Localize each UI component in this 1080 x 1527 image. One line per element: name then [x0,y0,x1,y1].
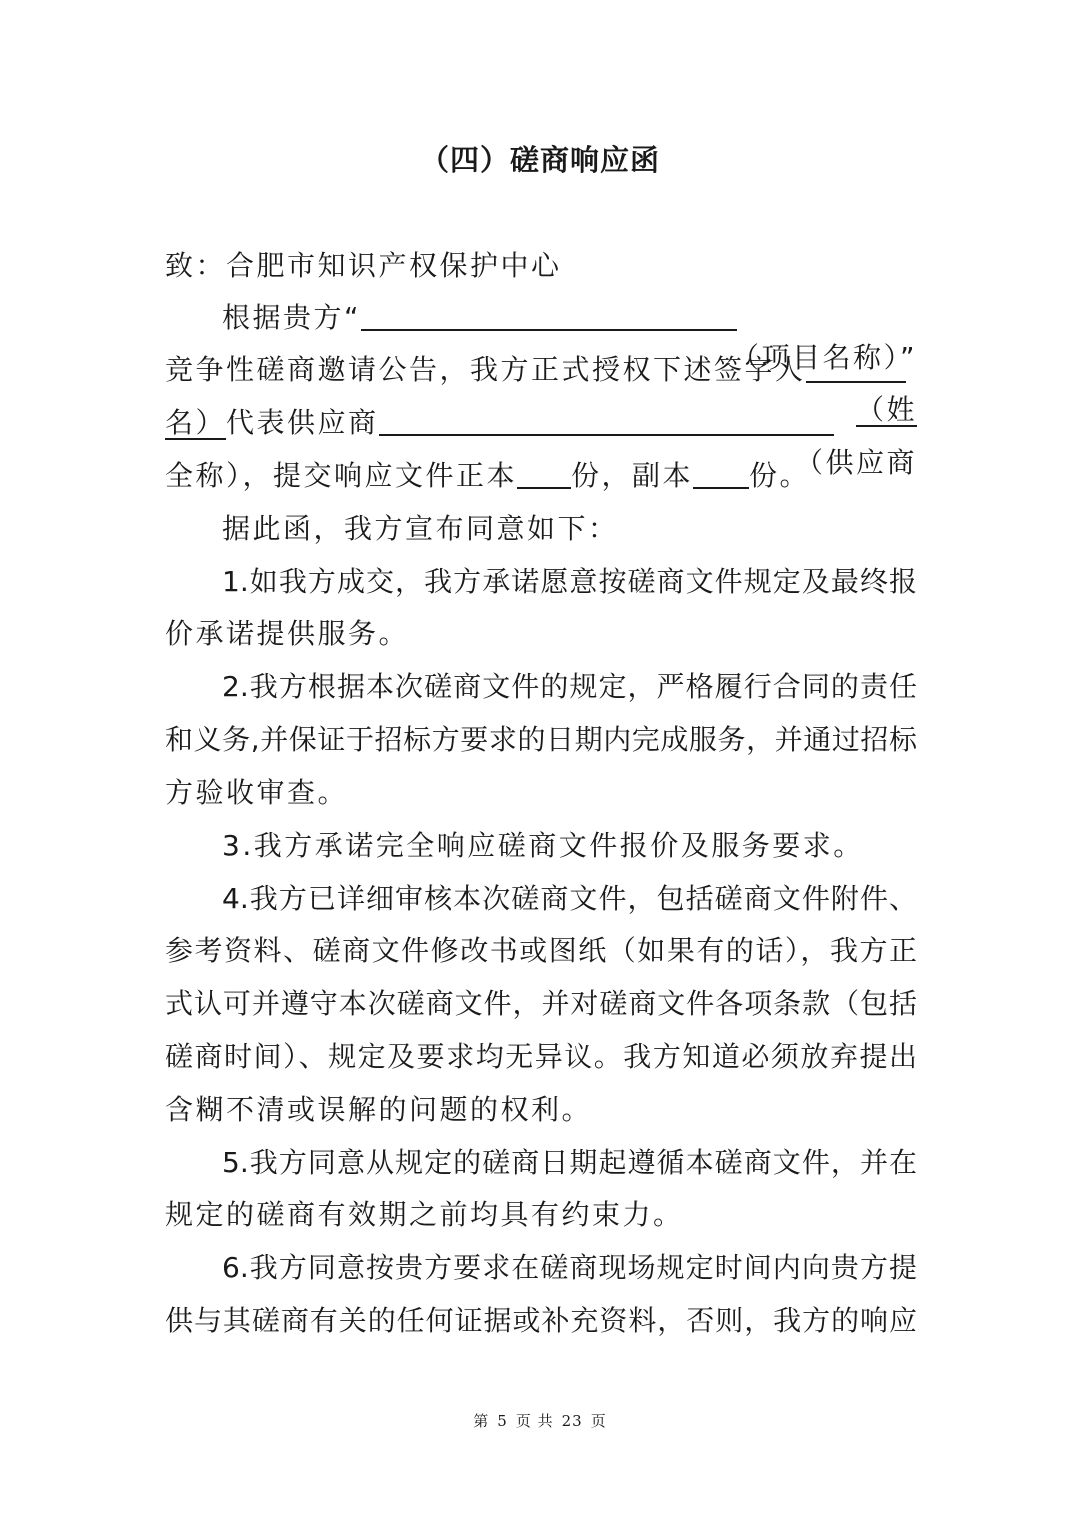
signatory-name-label-end: 名） [165,406,227,439]
page-title: （四）磋商响应函 [419,143,660,177]
footer-middle: 页 共 [515,1412,554,1430]
copies-text-c: 份。 [749,459,811,492]
signatory-name-blank [806,351,906,383]
original-count-blank [517,457,571,489]
footer-suffix: 页 [590,1412,607,1430]
project-prefix: 根据贵方“ [222,301,362,334]
project-suffix: （项目名称）” [730,341,917,374]
copies-text-b: 份，副本 [571,459,694,492]
recipient-line: 致：合肥市知识产权保护中心 [165,249,562,282]
footer-prefix: 第 [473,1412,490,1430]
item-line: 1.如我方成交，我方承诺愿意按磋商文件规定及最终报 [222,565,917,598]
item-line: 2.我方根据本次磋商文件的规定，严格履行合同的责任 [222,670,917,703]
item-line: 6.我方同意按贵方要求在磋商现场规定时间内向贵方提 [222,1251,917,1284]
copy-count-blank [693,457,749,489]
item-line: 和义务,并保证于招标方要求的日期内完成服务，并通过招标 [165,723,917,756]
supplier-name-blank [379,404,834,436]
agree-line: 据此函，我方宣布同意如下： [222,512,619,545]
copies-text-a: 全称），提交响应文件正本 [165,459,518,492]
item-line: 规定的磋商有效期之前均具有约束力。 [165,1198,684,1231]
signatory-text: 竞争性磋商邀请公告，我方正式授权下述签字人 [165,353,806,386]
item-line: 5.我方同意从规定的磋商日期起遵循本磋商文件，并在 [222,1146,917,1179]
supplier-label-start: （供应商 [794,446,917,479]
signatory-name-label-start: （姓 [855,393,917,426]
copies-line [165,456,917,496]
item-line: 方验收审查。 [165,776,349,809]
project-name-blank [361,299,737,331]
page-footer [0,1410,1080,1431]
item-line: 式认可并遵守本次磋商文件，并对磋商文件各项条款（包括 [165,987,917,1020]
item-line: 含糊不清或误解的问题的权利。 [165,1093,593,1126]
current-page-number: 5 [497,1412,508,1430]
item-line: 价承诺提供服务。 [165,617,410,650]
item-line: 供与其磋商有关的任何证据或补充资料，否则，我方的响应 [165,1304,917,1337]
total-page-number: 23 [561,1412,583,1430]
item-line: 参考资料、磋商文件修改书或图纸（如果有的话），我方正 [165,934,917,967]
supplier-text: 代表供应商 [226,406,379,439]
item-line: 3.我方承诺完全响应磋商文件报价及服务要求。 [222,829,864,862]
item-line: 4.我方已详细审核本次磋商文件，包括磋商文件附件、 [222,882,917,915]
item-line: 磋商时间）、规定及要求均无异议。我方知道必须放弃提出 [165,1040,917,1073]
